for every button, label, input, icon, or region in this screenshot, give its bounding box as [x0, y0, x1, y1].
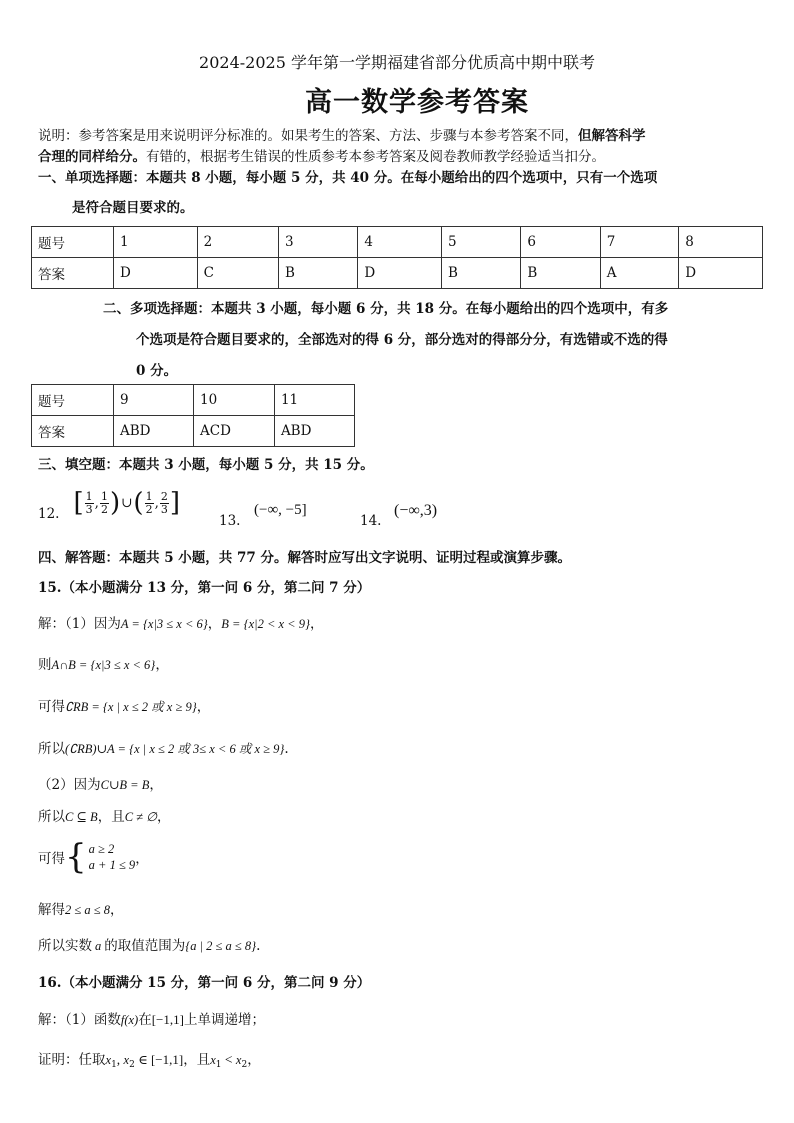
page-title: 高一数学参考答案 — [305, 87, 529, 118]
q15-system — [65, 837, 136, 877]
q12-answer — [38, 484, 180, 522]
q15-text: ， — [135, 851, 149, 867]
q15-system-line: a + 1 ≤ 9 — [88, 858, 136, 872]
q12-comma: , — [94, 495, 99, 511]
q16-text: ， — [247, 1052, 261, 1068]
q16-text: 解：（1）函数 — [38, 1012, 121, 1028]
q12-frac-num: 1 — [145, 489, 153, 503]
q15-text: ， — [155, 657, 169, 673]
q12-bracket-open: [ — [73, 488, 84, 518]
q12-label: 12. — [38, 506, 60, 522]
table-header-cell: 答案 — [32, 258, 114, 289]
table-header-cell: 答案 — [32, 416, 114, 447]
q15-text: ， — [109, 902, 124, 918]
q16-math: [−1,1] — [151, 1012, 184, 1027]
q16-heading: 16.（本小题满分 15 分，第一问 6 分，第二问 9 分） — [38, 975, 371, 991]
q13-answer: (−∞, −5] — [254, 502, 307, 518]
q15-system-lines — [89, 841, 136, 873]
table-cell: 6 — [521, 227, 600, 258]
q15-math: 2 ≤ a ≤ 8 — [65, 903, 110, 917]
table-header-cell: 题号 — [32, 385, 114, 416]
q14-label: 14. — [360, 513, 382, 529]
q12-frac-den: 2 — [145, 502, 153, 516]
table-cell: D — [114, 258, 198, 289]
q15-text: ，且 — [97, 809, 125, 825]
q15-math: B = {x|2 < x < 9} — [221, 617, 310, 631]
q12-frac-den: 2 — [100, 502, 108, 516]
q12-comma: , — [154, 495, 159, 511]
table-row — [32, 227, 763, 258]
table-cell: 9 — [114, 385, 194, 416]
intro-line-1 — [38, 124, 646, 144]
q15-text: ， — [207, 616, 222, 632]
q16-math: x — [123, 1053, 130, 1067]
section2-heading-line1: 二、多项选择题：本题共 3 小题，每小题 6 分，共 18 分。在每小题给出的四个选项中，有多 — [103, 301, 669, 317]
q16-subscript: 2 — [241, 1060, 248, 1070]
q15-line-6 — [38, 805, 171, 825]
q12-bracket-close: ] — [169, 488, 181, 518]
q12-fraction — [145, 491, 154, 516]
q15-text: （2）因为 — [38, 777, 101, 793]
intro-line-2 — [38, 145, 605, 165]
q15-text: ， — [196, 699, 211, 715]
table-cell: 1 — [114, 227, 198, 258]
q15-math: a — [95, 939, 102, 953]
q15-line-5 — [38, 773, 163, 793]
q15-text: 解：（1）因为 — [38, 616, 121, 632]
q15-text: 所以 — [38, 809, 65, 825]
table-cell: 3 — [278, 227, 357, 258]
q15-math: A∩B = {x|3 ≤ x < 6} — [51, 658, 156, 672]
table-cell: B — [278, 258, 357, 289]
q12-frac-num: 1 — [100, 489, 108, 503]
q15-text: . — [284, 741, 289, 757]
table-cell: ABD — [274, 416, 354, 447]
table-cell: 7 — [600, 227, 679, 258]
q15-text: 所以 — [38, 741, 65, 757]
q16-text: 在 — [138, 1012, 152, 1028]
section2-heading-line3: 0 分。 — [136, 363, 178, 379]
q15-line-1 — [38, 612, 324, 632]
q15-text: 可得 — [38, 851, 65, 867]
q16-text: ，且 — [183, 1052, 211, 1068]
q15-line-7 — [38, 837, 149, 877]
q16-math: ∈ [−1,1] — [134, 1052, 184, 1067]
intro-line-1-bold: 但解答科学 — [578, 128, 646, 144]
q15-text: ， — [310, 616, 324, 632]
q15-text: 可得 — [38, 699, 65, 715]
q15-line-8 — [38, 898, 123, 918]
table-row — [32, 258, 763, 289]
q15-brace: { — [65, 837, 87, 877]
q16-subscript: 1 — [215, 1060, 222, 1070]
q15-math: C ⊆ B — [65, 810, 98, 824]
q15-text: 的取值范围为 — [104, 938, 186, 954]
q16-subscript: 2 — [129, 1060, 135, 1070]
section1-heading-line2: 是符合题目要求的。 — [72, 200, 194, 216]
q12-fraction — [100, 491, 109, 516]
table-row — [32, 416, 355, 447]
q15-math: C ≠ ∅ — [124, 810, 158, 824]
q16-math: x — [210, 1053, 216, 1067]
intro-line-2-bold: 合理的同样给分。 — [38, 149, 146, 165]
q15-text: ， — [149, 777, 163, 793]
table-cell: B — [441, 258, 520, 289]
table-cell: D — [679, 258, 763, 289]
table-cell: 4 — [358, 227, 442, 258]
q15-line-9 — [38, 934, 260, 954]
q12-union: ∪ — [121, 495, 133, 511]
q16-line-1 — [38, 1008, 265, 1028]
q15-text: 解得 — [38, 902, 65, 918]
q16-math: , — [116, 1052, 124, 1067]
table-cell: ABD — [114, 416, 194, 447]
table-cell: 11 — [274, 385, 354, 416]
table-cell: A — [600, 258, 679, 289]
q12-paren-close: ) — [109, 488, 121, 518]
section2-heading-line2: 个选项是符合题目要求的，全部选对的得 6 分，部分选对的得部分分，有选错或不选的得 — [136, 332, 668, 348]
table-cell: D — [358, 258, 442, 289]
q12-frac-den: 3 — [85, 502, 93, 516]
q15-line-4 — [38, 737, 289, 757]
section2-answer-table — [31, 384, 355, 447]
q15-math: (∁RB)∪A = {x | x ≤ 2 或 3≤ x < 6 或 x ≥ 9} — [65, 742, 285, 756]
q12-frac-num: 2 — [160, 489, 168, 503]
table-cell: 2 — [197, 227, 278, 258]
table-cell: ACD — [194, 416, 275, 447]
q14-answer: (−∞,3) — [394, 502, 438, 519]
section4-heading: 四、解答题：本题共 5 小题，共 77 分。解答时应写出文字说明、证明过程或演算步骤。 — [38, 550, 571, 566]
q15-system-line: a ≥ 2 — [88, 842, 115, 856]
table-header-cell: 题号 — [32, 227, 114, 258]
q12-paren-open: ( — [133, 488, 144, 518]
section3-heading: 三、填空题：本题共 3 小题，每小题 5 分，共 15 分。 — [38, 457, 374, 473]
q16-subscript: 1 — [111, 1060, 117, 1070]
q12-fraction — [85, 491, 94, 516]
intro-line-1-text: 说明：参考答案是用来说明评分标准的。如果考生的答案、方法、步骤与本参考答案不同， — [38, 128, 578, 144]
q15-text: ， — [157, 809, 171, 825]
q12-frac-den: 3 — [160, 502, 168, 516]
q15-line-3 — [38, 695, 210, 715]
q15-math: A = {x|3 ≤ x < 6} — [120, 617, 208, 631]
table-cell: 5 — [441, 227, 520, 258]
q15-math: {a | 2 ≤ a ≤ 8} — [185, 939, 257, 953]
q16-text: 上单调递增； — [183, 1012, 265, 1028]
q15-math: C∪B = B — [100, 778, 150, 792]
table-cell: 8 — [679, 227, 763, 258]
q15-heading: 15.（本小题满分 13 分，第一问 6 分，第二问 7 分） — [38, 580, 371, 596]
exam-subtitle: 2024-2025 学年第一学期福建省部分优质高中期中联考 — [199, 53, 595, 72]
q16-math: x — [105, 1053, 112, 1067]
q15-math: ∁RB = {x | x ≤ 2 或 x ≥ 9} — [65, 700, 197, 714]
section1-answer-table — [31, 226, 763, 289]
q13-label: 13. — [219, 513, 241, 529]
q16-line-2 — [38, 1048, 261, 1070]
table-cell: 10 — [194, 385, 275, 416]
intro-line-2-text: 有错的，根据考生错误的性质参考本参考答案及阅卷教师教学经验适当扣分。 — [146, 149, 605, 165]
table-cell: C — [197, 258, 278, 289]
q15-line-2 — [38, 653, 169, 673]
q15-text: . — [256, 938, 261, 954]
section1-heading-line1: 一、单项选择题：本题共 8 小题，每小题 5 分，共 40 分。在每小题给出的四个选项中，只有一个选项 — [38, 170, 658, 186]
q16-math: x — [235, 1053, 242, 1067]
q15-text: 所以实数 — [38, 938, 92, 954]
q12-fraction — [160, 491, 169, 516]
q16-math: f(x) — [120, 1013, 139, 1027]
table-cell: B — [521, 258, 600, 289]
table-row — [32, 385, 355, 416]
q16-text: 证明：任取 — [38, 1052, 106, 1068]
q12-frac-num: 1 — [85, 489, 93, 503]
q16-math: < — [221, 1052, 236, 1067]
q15-text: 则 — [38, 657, 52, 673]
